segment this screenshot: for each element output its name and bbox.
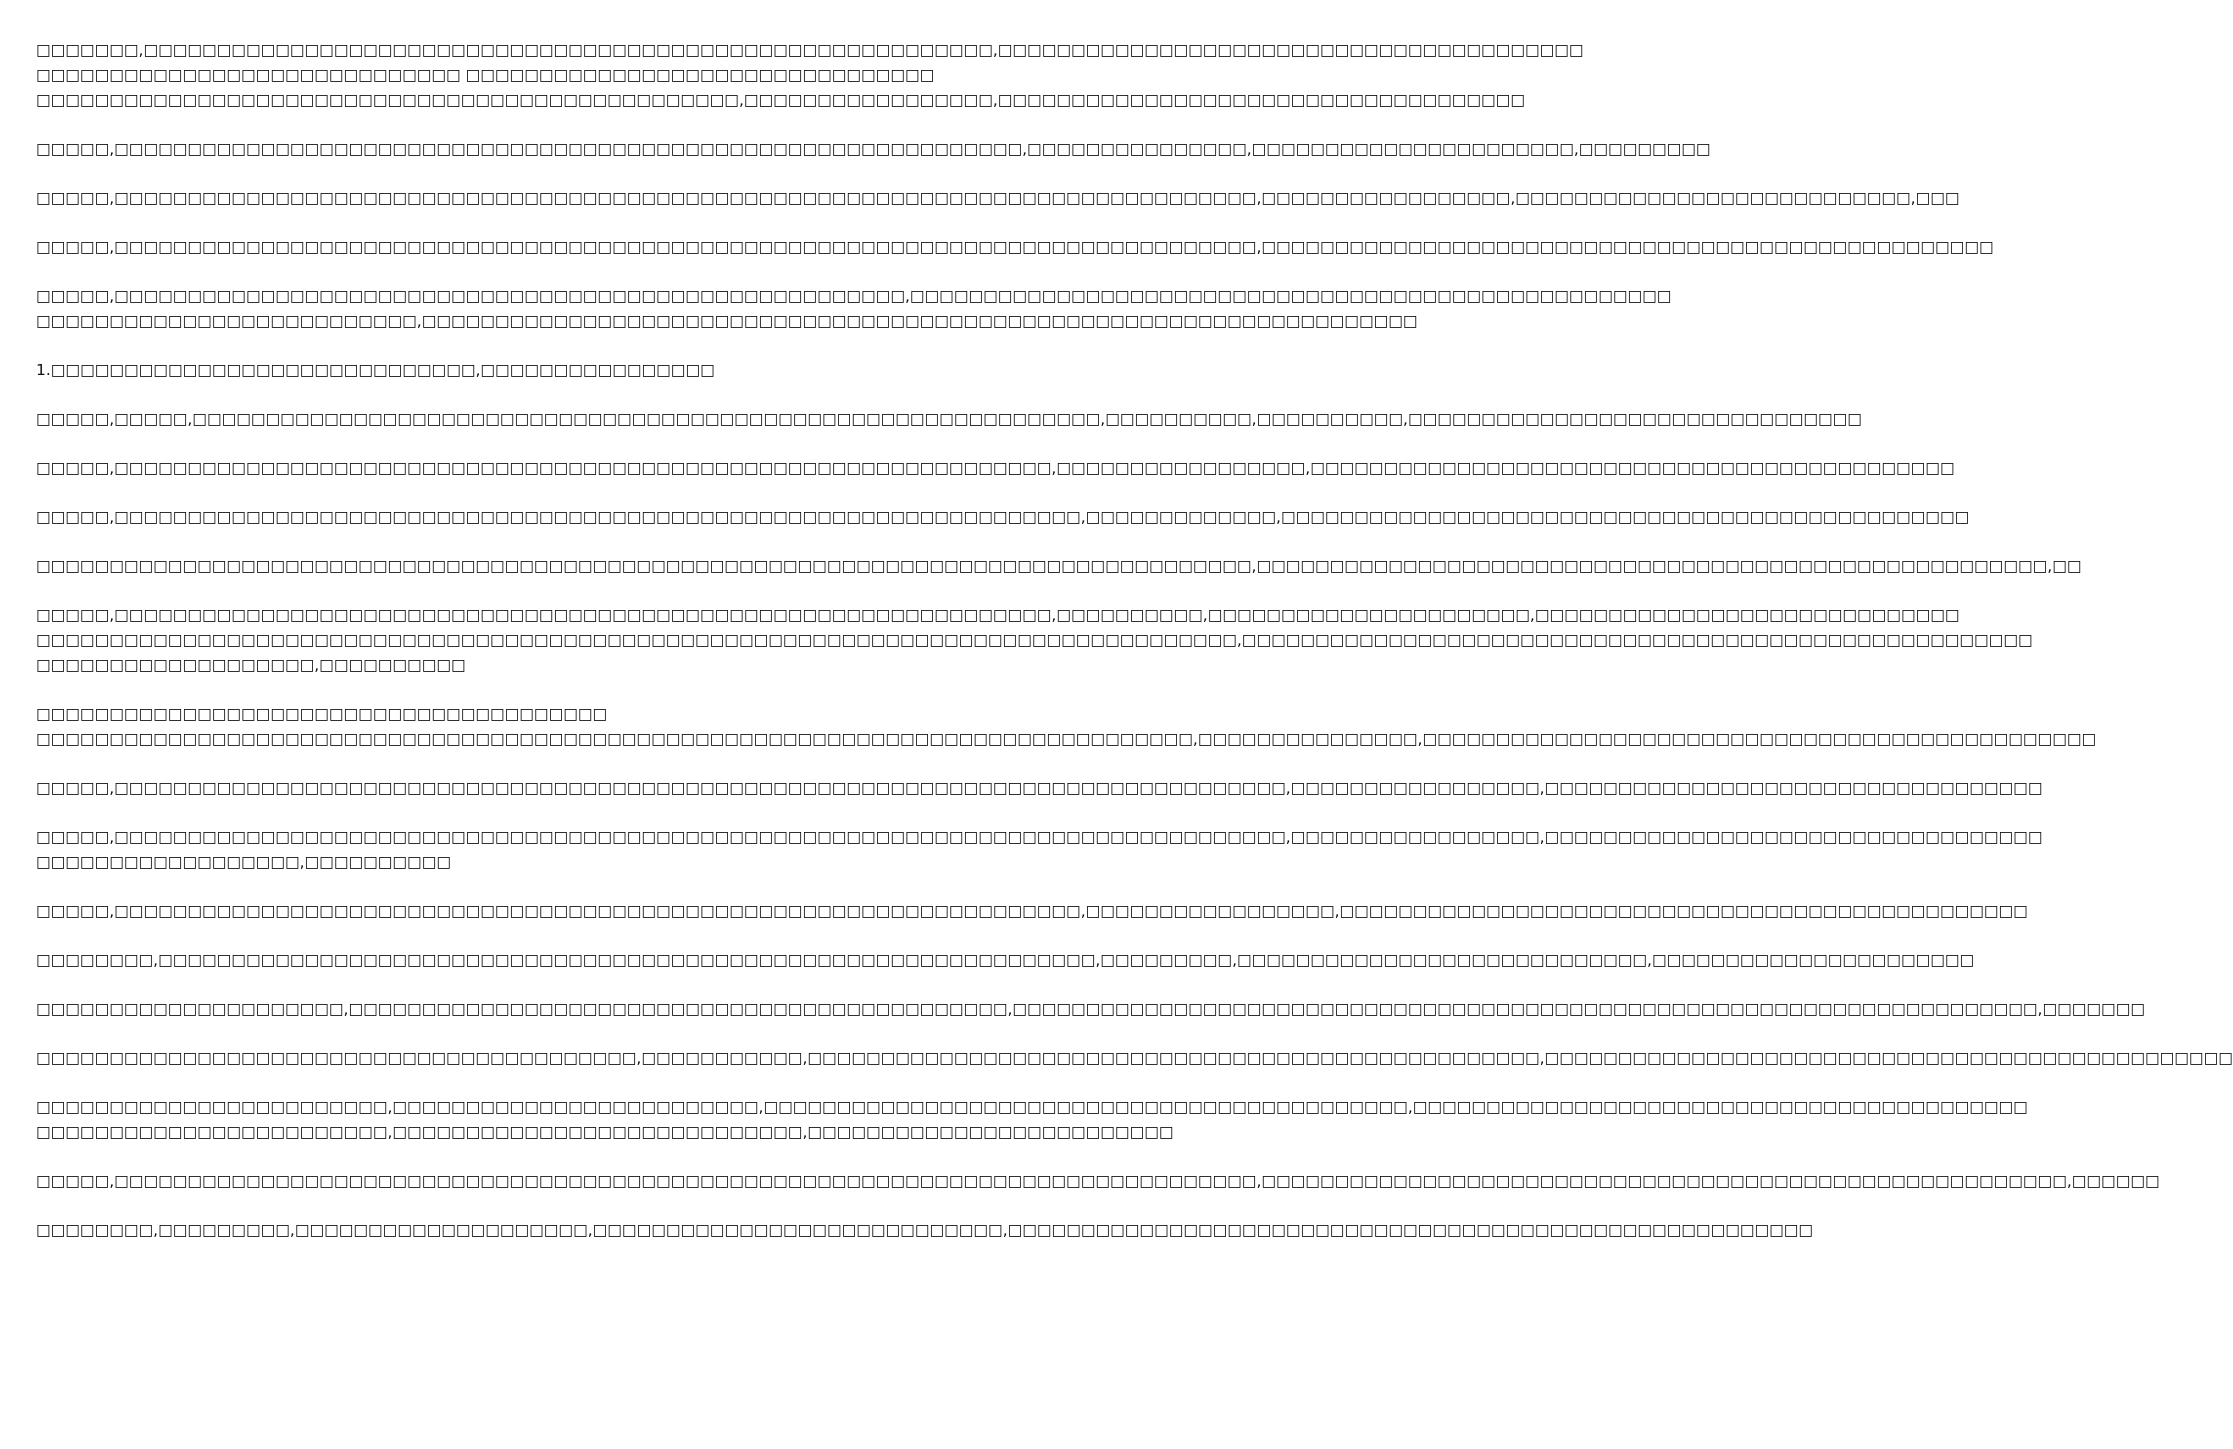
paragraph-line: □□□□□□□□□□□□□□□□□□□□□□□□□□,□□□□□□□□□□□□□□□□□□□□□□□□□□□□□□□□□□□□□□□□□□□□□□□□□□□□□□□□□□□□□□□□□□□□ bbox=[36, 312, 1418, 330]
paragraph-spacer bbox=[36, 924, 990, 948]
paragraph-spacer bbox=[36, 752, 990, 776]
paragraph-line: □□□□□□□□□□□□□□□□□□□,□□□□□□□□□□ bbox=[36, 656, 466, 674]
paragraph-spacer bbox=[36, 260, 990, 284]
paragraph bbox=[36, 1095, 2028, 1145]
paragraph-line: □□□□□□□□□□□□□□□□□□□□□□□□,□□□□□□□□□□□□□□□□□□□□□□□□□,□□□□□□□□□□□□□□□□□□□□□□□□□□□□□□□□□□□□□□□□□□□□,□□□□□□□□□□□□□□□□□□□□□□□□□□□□□□□□□□□□□□□□□□ bbox=[36, 1098, 2028, 1116]
paragraph-spacer bbox=[36, 481, 990, 505]
paragraph bbox=[36, 505, 1970, 530]
paragraph-line: □□□□□,□□□□□□□□□□□□□□□□□□□□□□□□□□□□□□□□□□□□□□□□□□□□□□□□□□□□□□□□□□□□□□□□□□□□□□□□□□□□□□,□□□□□□□□□□□□□□□□□□□□□□□□□□□□□□□□□□□□□□□□□□□□□□□□□□□□□□□,□□□□□□ bbox=[36, 1172, 2160, 1190]
paragraph-line: □□□□□□□,□□□□□□□□□□□□□□□□□□□□□□□□□□□□□□□□□□□□□□□□□□□□□□□□□□□□□□□□□□,□□□□□□□□□□□□□□□□□□□□□□□□□□□□□□□□□□□□□□□□ bbox=[36, 41, 1584, 59]
paragraph bbox=[36, 358, 990, 383]
paragraph bbox=[36, 38, 1584, 113]
paragraph-line: □□□□□,□□□□□□□□□□□□□□□□□□□□□□□□□□□□□□□□□□□□□□□□□□□□□□□□□□□□□□□□□□□□□□,□□□□□□□□□□□□□□□,□□□□□□□□□□□□□□□□□□□□□□,□□□□□□□□□ bbox=[36, 140, 1711, 158]
paragraph bbox=[36, 1218, 1814, 1243]
paragraph bbox=[36, 997, 2145, 1022]
paragraph-spacer bbox=[36, 678, 990, 702]
paragraph-line: □□□□□,□□□□□□□□□□□□□□□□□□□□□□□□□□□□□□□□□□□□□□□□□□□□□□□□□□□□□□□□□□□□□□□□□□□□□□□□□□□□□□,□□□□□□□□□□□□□□□□□,□□□□□□□□□□□□□□□□□□□□□□□□□□□,□□□ bbox=[36, 189, 1960, 207]
paragraph bbox=[36, 702, 2097, 752]
paragraph-spacer bbox=[36, 211, 990, 235]
paragraph-spacer bbox=[36, 1071, 990, 1095]
paragraph-line: 1.□□□□□□□□□□□□□□□□□□□□□□□□□□□□□,□□□□□□□□□□□□□□□□ bbox=[36, 361, 715, 379]
paragraph-line: □□□□□□□□,□□□□□□□□□,□□□□□□□□□□□□□□□□□□□□,□□□□□□□□□□□□□□□□□□□□□□□□□□□□,□□□□□□□□□□□□□□□□□□□□□□□□□□□□□□□□□□□□□□□□□□□□□□□□□□□□□□□ bbox=[36, 1221, 1814, 1239]
paragraph-line: □□□□□□□□□□□□□□□□□□□□□□□□□□□□□□□□□□□□□□□□□□□□□□□□□□□□□□□□□□□□□□□□□□□□□□□□□□□□□□□,□□□□□□□□□□□□□□□,□□□□□□□□□□□□□□□□□□□□□□□□□□□□□□□□□□□□□□□□□□□□□□ bbox=[36, 730, 2097, 748]
paragraph-line: □□□□□□□□□□□□□□□□□□□□□□□□□□□□□□□□□□□□□□□□□,□□□□□□□□□□□,□□□□□□□□□□□□□□□□□□□□□□□□□□□□□□□□□□□□□□□□□□□□□□□□□□,□□□□□□□□□□□□□□□□□□□□□□□□□□□□□□□□□□□□□□□□□□□□□□□ bbox=[36, 1049, 2233, 1067]
paragraph-spacer bbox=[36, 1022, 990, 1046]
paragraph-line: □□□□□,□□□□□□□□□□□□□□□□□□□□□□□□□□□□□□□□□□□□□□□□□□□□□□□□□□□□□□,□□□□□□□□□□□□□□□□□□□□□□□□□□□□□□□□□□□□□□□□□□□□□□□□□□□□ bbox=[36, 287, 1672, 305]
paragraph-line: □□□□□□□□□□□□□□□□□□□□□□□□□□□□□□□□□□□□□□□ bbox=[36, 705, 608, 723]
paragraph bbox=[36, 899, 2028, 924]
paragraph-spacer bbox=[36, 113, 990, 137]
paragraph bbox=[36, 284, 1672, 334]
paragraph-line: □□□□□,□□□□□□□□□□□□□□□□□□□□□□□□□□□□□□□□□□□□□□□□□□□□□□□□□□□□□□□□□□□□□□□□□□,□□□□□□□□□□□□□□□□□,□□□□□□□□□□□□□□□□□□□□□□□□□□□□□□□□□□□□□□□□□□□□□□□ bbox=[36, 902, 2028, 920]
paragraph-line: □□□□□,□□□□□□□□□□□□□□□□□□□□□□□□□□□□□□□□□□□□□□□□□□□□□□□□□□□□□□□□□□□□□□□□□□□□□□□□□□□□□□□□,□□□□□□□□□□□□□□□□□,□□□□□□□□□□□□□□□□□□□□□□□□□□□□□□□□□□ bbox=[36, 828, 2043, 846]
paragraph-spacer bbox=[36, 1194, 990, 1218]
paragraph-line: □□□□□,□□□□□□□□□□□□□□□□□□□□□□□□□□□□□□□□□□□□□□□□□□□□□□□□□□□□□□□□□□□□□□□□,□□□□□□□□□□,□□□□□□□□□□□□□□□□□□□□□□,□□□□□□□□□□□□□□□□□□□□□□□□□□□□□ bbox=[36, 606, 1960, 624]
paragraph-line: □□□□□□□□□□□□□□□□□□□□□□□□,□□□□□□□□□□□□□□□□□□□□□□□□□□□□,□□□□□□□□□□□□□□□□□□□□□□□□□ bbox=[36, 1123, 1174, 1141]
paragraph-spacer bbox=[36, 579, 990, 603]
paragraph bbox=[36, 948, 1975, 973]
paragraph-spacer bbox=[36, 875, 990, 899]
document-body bbox=[36, 38, 2233, 1243]
paragraph-spacer bbox=[36, 1145, 990, 1169]
paragraph-line: □□□□□□□□□□□□□□□□□□□□□□□□□□□□□ □□□□□□□□□□□□□□□□□□□□□□□□□□□□□□□□ bbox=[36, 66, 935, 84]
paragraph bbox=[36, 825, 2043, 875]
paragraph-spacer bbox=[36, 801, 990, 825]
paragraph bbox=[36, 603, 2033, 678]
paragraph bbox=[36, 456, 1955, 481]
paragraph-line: □□□□□□□□□□□□□□□□□□,□□□□□□□□□□ bbox=[36, 853, 451, 871]
paragraph-line: □□□□□□□□,□□□□□□□□□□□□□□□□□□□□□□□□□□□□□□□□□□□□□□□□□□□□□□□□□□□□□□□□□□□□□□□□,□□□□□□□□□,□□□□□□□□□□□□□□□□□□□□□□□□□□□□,□□□□□□□□□□□□□□□□□□□□□□ bbox=[36, 951, 1975, 969]
paragraph-line: □□□□□□□□□□□□□□□□□□□□□,□□□□□□□□□□□□□□□□□□□□□□□□□□□□□□□□□□□□□□□□□□□□□,□□□□□□□□□□□□□□□□□□□□□□□□□□□□□□□□□□□□□□□□□□□□□□□□□□□□□□□□□□□□□□□□□□□□□□,□□□□□□□ bbox=[36, 1000, 2145, 1018]
paragraph-line: □□□□□,□□□□□□□□□□□□□□□□□□□□□□□□□□□□□□□□□□□□□□□□□□□□□□□□□□□□□□□□□□□□□□□□□□□□□□□□□□□□□□,□□□□□□□□□□□□□□□□□□□□□□□□□□□□□□□□□□□□□□□□□□□□□□□□□□ bbox=[36, 238, 1994, 256]
paragraph-line: □□□□□,□□□□□□□□□□□□□□□□□□□□□□□□□□□□□□□□□□□□□□□□□□□□□□□□□□□□□□□□□□□□□□□□,□□□□□□□□□□□□□□□□□,□□□□□□□□□□□□□□□□□□□□□□□□□□□□□□□□□□□□□□□□□□□□ bbox=[36, 459, 1955, 477]
paragraph bbox=[36, 186, 1960, 211]
paragraph bbox=[36, 407, 1862, 432]
paragraph bbox=[36, 235, 1994, 260]
paragraph-spacer bbox=[36, 383, 990, 407]
paragraph-spacer bbox=[36, 973, 990, 997]
paragraph-spacer bbox=[36, 432, 990, 456]
paragraph-line: □□□□□□□□□□□□□□□□□□□□□□□□□□□□□□□□□□□□□□□□□□□□□□□□,□□□□□□□□□□□□□□□□□,□□□□□□□□□□□□□□□□□□□□□□□□□□□□□□□□□□□□ bbox=[36, 91, 1525, 109]
paragraph bbox=[36, 1046, 2233, 1071]
paragraph-line: □□□□□□□□□□□□□□□□□□□□□□□□□□□□□□□□□□□□□□□□□□□□□□□□□□□□□□□□□□□□□□□□□□□□□□□□□□□□□□□□□□□,□□□□□□□□□□□□□□□□□□□□□□□□□□□□□□□□□□□□□□□□□□□□□□□□□□□□□□,□□ bbox=[36, 557, 2082, 575]
paragraph bbox=[36, 776, 2043, 801]
paragraph bbox=[36, 554, 2082, 579]
paragraph-line: □□□□□,□□□□□,□□□□□□□□□□□□□□□□□□□□□□□□□□□□□□□□□□□□□□□□□□□□□□□□□□□□□□□□□□□□□□,□□□□□□□□□□,□□□□□□□□□□,□□□□□□□□□□□□□□□□□□□□□□□□□□□□□□□ bbox=[36, 410, 1862, 428]
paragraph-spacer bbox=[36, 530, 990, 554]
paragraph-line: □□□□□□□□□□□□□□□□□□□□□□□□□□□□□□□□□□□□□□□□□□□□□□□□□□□□□□□□□□□□□□□□□□□□□□□□□□□□□□□□□□,□□□□□□□□□□□□□□□□□□□□□□□□□□□□□□□□□□□□□□□□□□□□□□□□□□□□□□ bbox=[36, 631, 2033, 649]
paragraph bbox=[36, 137, 1711, 162]
paragraph-line: □□□□□,□□□□□□□□□□□□□□□□□□□□□□□□□□□□□□□□□□□□□□□□□□□□□□□□□□□□□□□□□□□□□□□□□□,□□□□□□□□□□□□□,□□□□□□□□□□□□□□□□□□□□□□□□□□□□□□□□□□□□□□□□□□□□□□□ bbox=[36, 508, 1970, 526]
paragraph-line: □□□□□,□□□□□□□□□□□□□□□□□□□□□□□□□□□□□□□□□□□□□□□□□□□□□□□□□□□□□□□□□□□□□□□□□□□□□□□□□□□□□□□□,□□□□□□□□□□□□□□□□□,□□□□□□□□□□□□□□□□□□□□□□□□□□□□□□□□□□ bbox=[36, 779, 2043, 797]
paragraph-spacer bbox=[36, 334, 990, 358]
paragraph bbox=[36, 1169, 2160, 1194]
paragraph-spacer bbox=[36, 162, 990, 186]
